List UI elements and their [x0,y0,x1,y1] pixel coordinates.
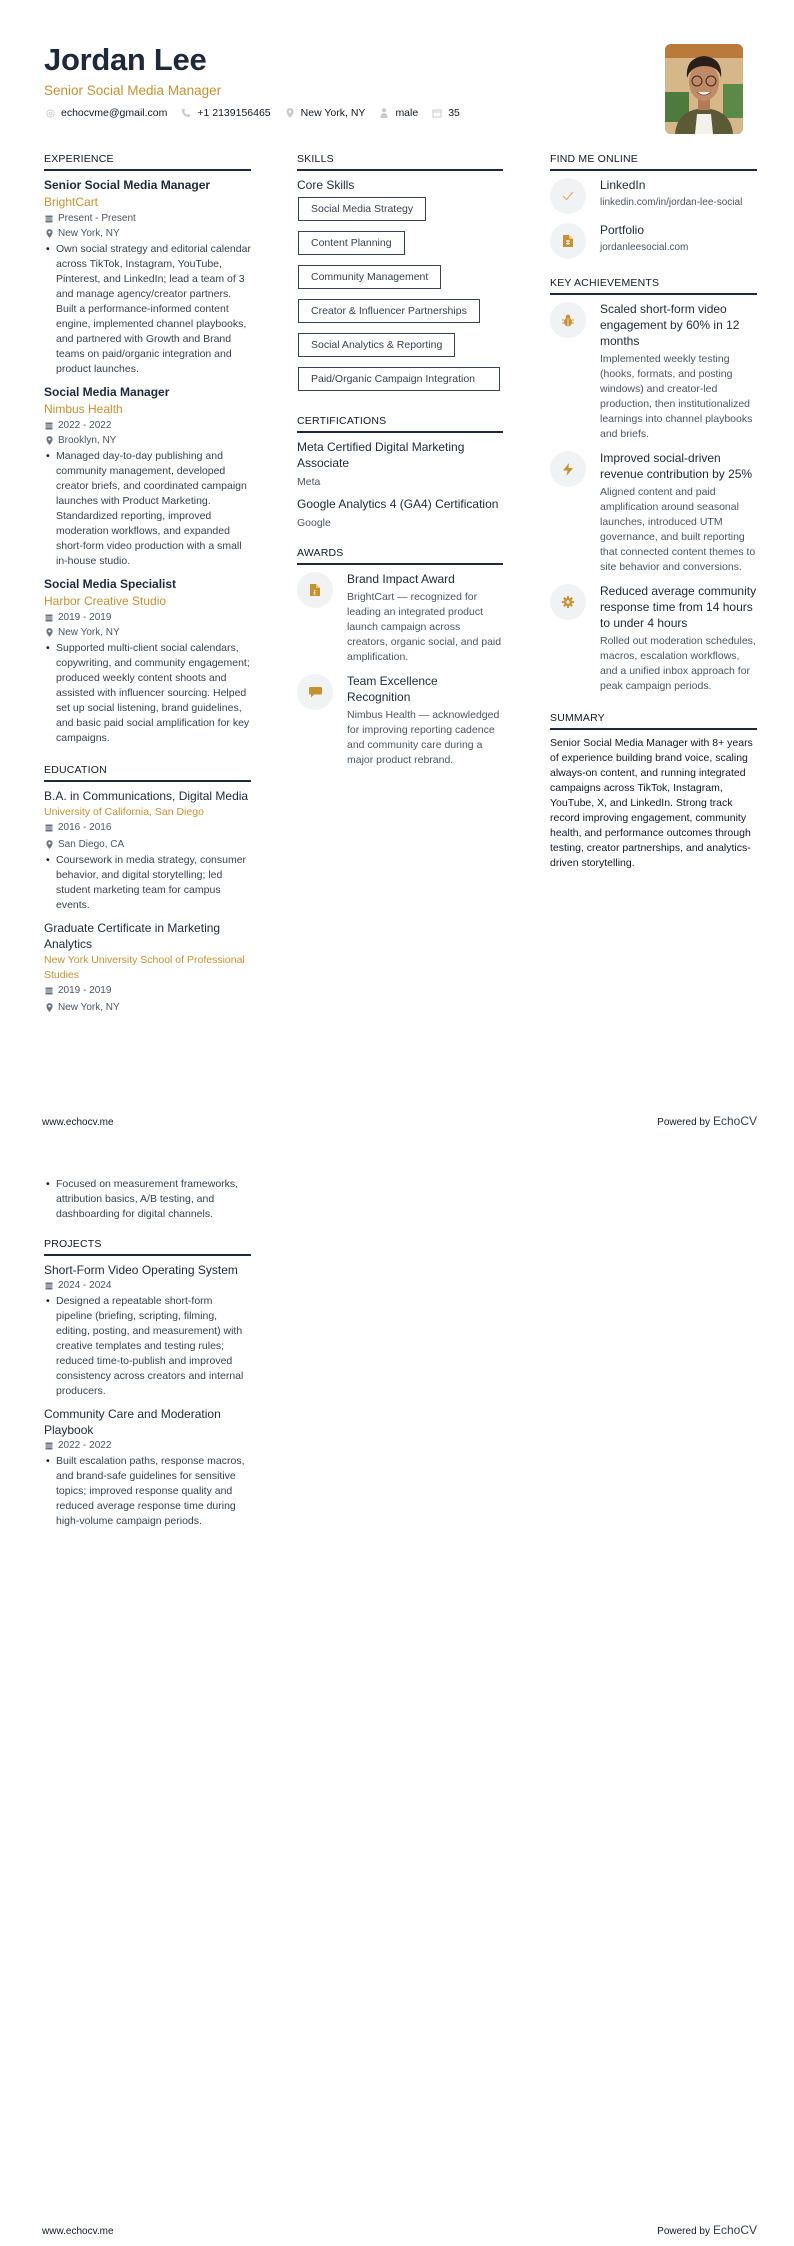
calendar-icon [44,214,54,223]
skill-group-title: Core Skills [297,178,355,192]
location-pin-icon [44,628,54,637]
right-column [550,153,757,885]
awards-section [297,547,503,768]
at-icon [44,107,56,119]
skills-section [297,153,503,401]
section-heading-education: EDUCATION [44,764,251,782]
check-icon [550,178,586,214]
link-label: LinkedIn [600,178,646,192]
phone-icon [180,107,192,119]
document-icon [297,572,333,608]
bug-icon [550,302,586,338]
candidate-name: Jordan Lee [44,42,207,77]
job-dates: 2022 - 2022 [44,418,251,433]
job-bullets [44,242,251,377]
achievement-description: Rolled out moderation schedules, macros, escalation workflows, and a unified inbox approach for peak campaign periods. [600,635,756,692]
education-section [44,764,251,1015]
job-company: BrightCart [44,195,99,209]
certification-name: Google Analytics 4 (GA4) Certification [297,497,499,511]
section-heading-skills: SKILLS [297,153,503,171]
job-title: Social Media Specialist [44,577,177,591]
section-heading-awards: AWARDS [297,547,503,565]
projects-section [44,1238,251,1529]
link-url[interactable]: jordanleesocial.com [600,242,689,253]
project-entry [44,1262,251,1399]
education-entry [44,920,251,1015]
contact-age [431,107,460,119]
achievement-title: Scaled short-form video engagement by 60% in 12 months [600,302,740,348]
link-item-linkedin[interactable] [550,177,757,214]
job-location: New York, NY [44,226,251,241]
contact-phone[interactable] [180,107,270,119]
job-title: Social Media Manager [44,385,170,399]
skill-tag: Social Media Strategy [298,197,426,221]
candidate-title: Senior Social Media Manager [44,83,222,98]
left-column [44,153,251,1029]
education-bullets-continued [44,1177,251,1222]
job-bullets [44,449,251,569]
age-text: 35 [448,107,460,119]
footer-website-link[interactable]: www.echocv.me [42,1117,114,1128]
project-dates: 2022 - 2022 [44,1438,251,1453]
bullet-item: • Supported multi-client social calendars, copywriting, and community engagement; produced weekly content shoots and assisted with influencer sourcing. Helped set up social listening, brand guidelines, and basic paid social amplification for key campaigns. [44,641,251,746]
job-company: Nimbus Health [44,402,123,416]
resume-header [44,42,644,119]
experience-entry [44,576,251,746]
summary-text: Senior Social Media Manager with 8+ years of experience building brand voice, scaling always-on content, and running integrated campaigns across TikTok, Instagram, YouTube, X, and LinkedIn. Strong track record improving engagement, community health, and performance outcomes through testing, creator partnerships, and analytics-driven storytelling. [550,737,753,869]
section-heading-projects: PROJECTS [44,1238,251,1256]
skill-tag: Social Analytics & Reporting [298,333,455,357]
experience-section [44,153,251,746]
skill-tag: Content Planning [298,231,405,255]
achievement-item [550,583,757,694]
location-text: New York, NY [300,107,366,119]
achievement-item [550,450,757,575]
achievement-item [550,301,757,442]
award-item [297,571,503,665]
skill-tag: Paid/Organic Campaign Integration [298,367,500,391]
certification-issuer: Google [297,517,331,529]
location-pin-icon [44,436,54,445]
job-dates: Present - Present [44,211,251,226]
certification-issuer: Meta [297,476,321,488]
section-heading-find-me-online: FIND ME ONLINE [550,153,757,171]
job-bullets [44,641,251,746]
section-heading-key-achievements: KEY ACHIEVEMENTS [550,277,757,295]
email-text: echocvme@gmail.com [61,107,168,119]
certification-item [297,439,503,490]
calendar-icon [44,421,54,430]
person-icon [378,107,390,119]
degree-title: Graduate Certificate in Marketing Analytics [44,921,221,951]
lightning-icon [550,451,586,487]
education-location: New York, NY [44,1000,251,1015]
bullet-item: • Built escalation paths, response macros, and brand-safe guidelines for sensitive topics; improved response quality and reduced average response time during high-volume campaign periods. [44,1454,251,1529]
gear-icon [550,584,586,620]
section-heading-certifications: CERTIFICATIONS [297,415,503,433]
job-company: Harbor Creative Studio [44,594,167,608]
award-title: Team Excellence Recognition [347,674,438,704]
location-pin-icon [44,1003,54,1012]
footer-website-link[interactable]: www.echocv.me [42,2226,114,2237]
award-description: BrightCart — recognized for leading an integrated product launch campaign across creators, organic social, and paid amplification. [347,591,502,663]
education-location: San Diego, CA [44,837,251,852]
location-pin-icon [44,840,54,849]
footer-powered-by: Powered by EchoCV [657,2223,757,2237]
footer-brand[interactable]: EchoCV [712,1114,757,1128]
project-entry [44,1406,251,1529]
achievement-description: Implemented weekly testing (hooks, formats, and posting windows) and creator-led production, then institutionalized learnings into channel playbooks and briefs. [600,353,753,440]
project-name: Short-Form Video Operating System [44,1263,238,1277]
link-url[interactable]: linkedin.com/in/jordan-lee-social [600,197,743,208]
bullet-item: • Coursework in media strategy, consumer behavior, and digital storytelling; led student marketing team for campus events. [44,853,251,913]
summary-section [550,712,757,871]
job-location: New York, NY [44,625,251,640]
contact-location [284,107,366,119]
project-bullets [44,1454,251,1529]
certifications-section [297,415,503,531]
degree-title: B.A. in Communications, Digital Media [44,789,249,803]
section-heading-summary: SUMMARY [550,712,757,730]
certification-name: Meta Certified Digital Marketing Associate [297,440,465,470]
document-icon [550,223,586,259]
education-bullets [44,853,251,913]
footer-brand[interactable]: EchoCV [712,2223,757,2237]
skill-tag: Community Management [298,265,441,289]
skill-tag: Creator & Influencer Partnerships [298,299,480,323]
job-location: Brooklyn, NY [44,433,251,448]
contact-gender [378,107,418,119]
calendar-icon [44,1281,54,1290]
education-entry [44,788,251,913]
link-item-portfolio[interactable] [550,222,757,259]
bullet-item: • Own social strategy and editorial calendar across TikTok, Instagram, YouTube, Pinterest, and LinkedIn; lead a team of 3 and manage agency/creator partners. Built a performance-informed content engine, implemented channel playbooks, and partnered with Growth and Brand teams on paid/organic integration and product launches. [44,242,251,377]
resume-page-2 [0,1123,794,2246]
achievement-title: Improved social-driven revenue contribution by 25% [600,451,753,481]
middle-column [297,153,503,782]
experience-entry [44,177,251,377]
profile-photo [665,44,743,134]
experience-entry [44,384,251,569]
award-title: Brand Impact Award [347,572,455,586]
school-name: New York University School of Professional Studies [44,954,245,981]
link-label: Portfolio [600,223,645,237]
gender-text: male [395,107,419,119]
school-name: University of California, San Diego [44,806,204,818]
achievement-description: Aligned content and paid amplification around seasonal launches, introduced UTM governance, and built reporting that connected content themes to site behavior and conversions. [600,486,756,573]
calendar-icon [44,613,54,622]
bullet-item: • Focused on measurement frameworks, attribution basics, A/B testing, and dashboarding for digital channels. [44,1177,251,1222]
education-dates: 2019 - 2019 [44,983,251,998]
calendar-icon [431,107,443,119]
certification-item [297,496,503,531]
location-pin-icon [44,229,54,238]
section-heading-experience: EXPERIENCE [44,153,251,171]
calendar-icon [44,986,54,995]
footer-powered-by: Powered by EchoCV [657,1114,757,1128]
bullet-item: • Designed a repeatable short-form pipeline (briefing, scripting, filming, editing, posting, and measurement) with creative templates and testing rules; reduced time-to-publish and improved consistency across creators and internal producers. [44,1294,251,1399]
education-dates: 2016 - 2016 [44,820,251,835]
location-pin-icon [284,107,296,119]
calendar-icon [44,1441,54,1450]
contact-email[interactable] [44,107,167,119]
project-bullets [44,1294,251,1399]
achievement-title: Reduced average community response time from 14 hours to under 4 hours [600,584,757,630]
calendar-icon [44,823,54,832]
key-achievements-section [550,277,757,694]
skill-list [297,197,503,401]
project-dates: 2024 - 2024 [44,1278,251,1293]
left-column-continued [44,1176,251,1543]
find-me-online-section [550,153,757,259]
bullet-item: • Managed day-to-day publishing and community management, developed creator briefs, and coordinated campaign launches with Product Marketing. Standardized reporting, improved moderation workflows, and expanded short-form video production with a small in-house studio. [44,449,251,569]
award-description: Nimbus Health — acknowledged for improving reporting cadence and community care during a major product rebrand. [347,709,500,766]
job-title: Senior Social Media Manager [44,178,211,192]
award-item [297,673,503,768]
contact-row [44,107,644,119]
project-name: Community Care and Moderation Playbook [44,1407,221,1437]
chat-bubble-icon [297,674,333,710]
phone-text: +1 2139156465 [197,107,271,119]
svg-text:£: £ [313,589,317,596]
job-dates: 2019 - 2019 [44,610,251,625]
page-footer [42,2223,757,2237]
